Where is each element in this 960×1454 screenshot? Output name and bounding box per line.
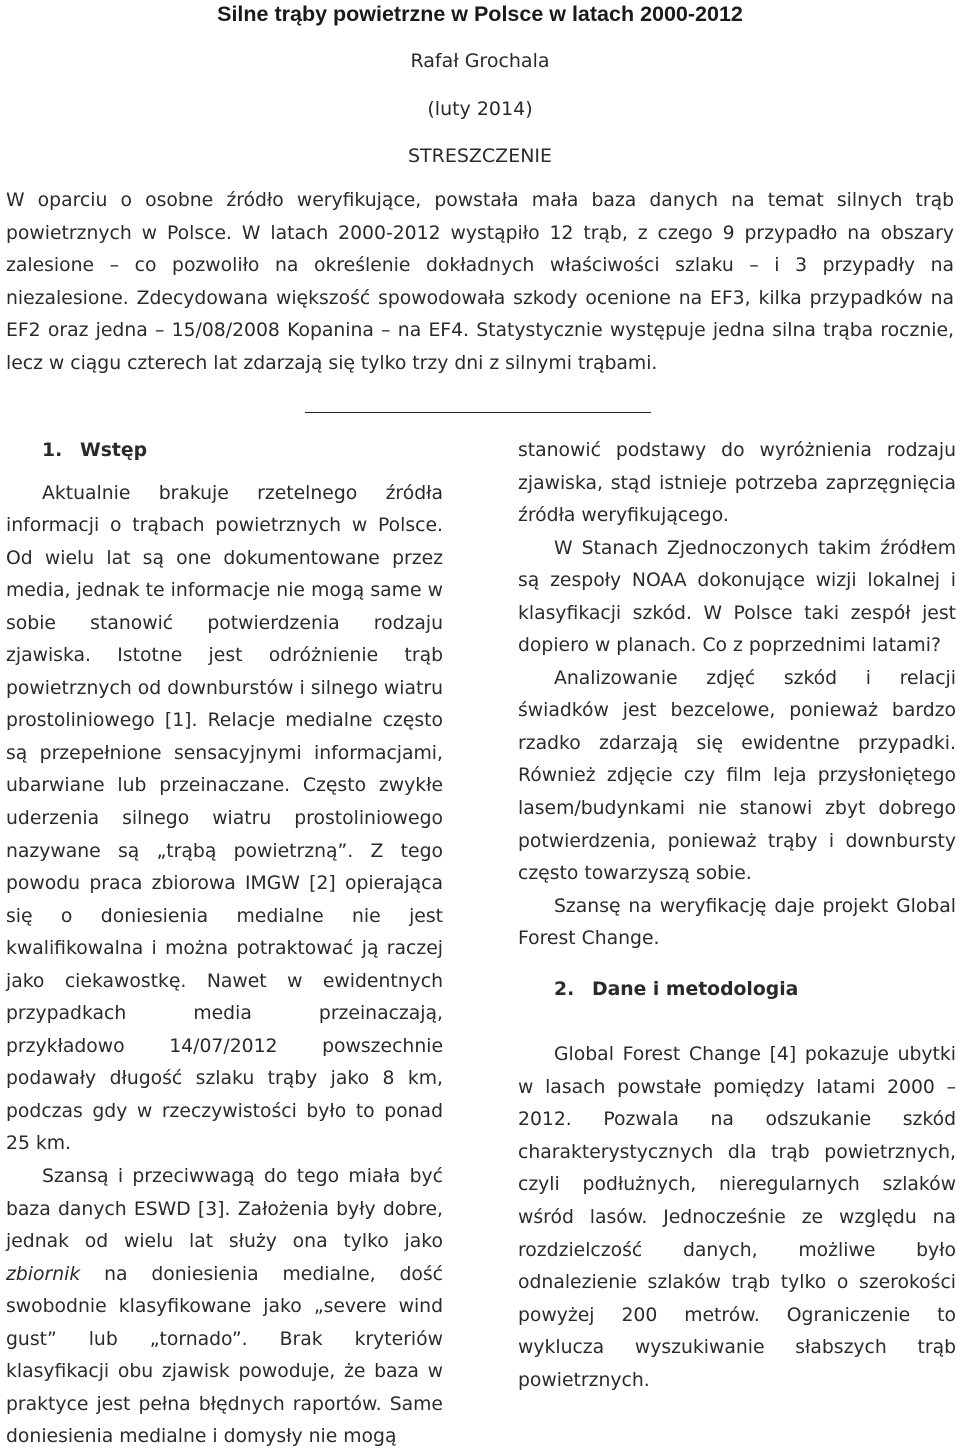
- intro-paragraph-1: Aktualnie brakuje rzetelnego źródła informacji o trąbach powietrznych w Polsce. Od wielu lat są one dokumentowane przez media, jednak te informacje nie mogą same w sobie stanowić potwierdzenia rodzaju zjawiska. Istotne jest odróżnienie trąb powietrznych od downburstów i silnego wiatru prostoliniowego [1]. Relacje medialne często są przepełnione sensacyjnymi informacjami, ubarwiane lub przeinaczane. Często zwykłe uderzenia silnego wiatru prostoliniowego nazywane są „trąbą powietrzną”. Z tego powodu praca zbiorowa IMGW [2] opierająca się o doniesienia medialne nie jest kwalifikowalna i można potraktować ją raczej jako ciekawostkę. Nawet w ewidentnych przypadkach media przeinaczają, przykładowo 14/07/2012 powszechnie podawały długość szlaku trąby jako 8 km, podczas gdy w rzeczywistości było to ponad 25 km.: [6, 482, 443, 1155]
- author: Rafał Grochala: [410, 50, 550, 72]
- right-paragraph-3: Analizowanie zdjęć szkód i relacji świadków jest bezcelowe, ponieważ bardzo rzadko zdarzają się ewidentne przypadki. Również zdjęcie czy film leja przysłoniętego lasem/budynkami nie stanowi zbyt dobrego potwierdzenia, ponieważ trąby i downbursty często towarzyszą sobie.: [518, 667, 956, 885]
- section-heading-intro: [6, 435, 443, 468]
- section-title: Dane i metodologia: [592, 978, 799, 1000]
- right-column: [518, 435, 956, 1397]
- right-paragraph-5: Global Forest Change [4] pokazuje ubytki w lasach powstałe pomiędzy latami 2000 – 2012. Pozwala na odszukanie szkód charakterystycznych dla trąb powietrznych, czyli podłużnych, nieregularnych szlaków wśród lasów. Jednocześnie ze względu na rozdzielczość danych, możliwe było odnalezienie szlaków trąb tylko o szerokości powyżej 200 metrów. Ograniczenie to wyklucza wyszukiwanie słabszych trąb powietrznych.: [518, 1044, 956, 1391]
- intro-paragraph-2: [6, 1161, 443, 1454]
- right-paragraph-4: Szansę na weryfikację daje projekt Global Forest Change.: [518, 895, 956, 950]
- abstract: [6, 185, 954, 381]
- separator-rule: [305, 412, 651, 413]
- abstract-heading: STRESZCZENIE: [407, 145, 553, 167]
- right-paragraph-2: W Stanach Zjednoczonych takim źródłem są zespoły NOAA dokonujące wizji lokalnej i klasyfikacji szkód. W Polsce taki zespół jest dopiero w planach. Co z poprzednimi latami?: [518, 537, 956, 657]
- section-number: 2.: [554, 978, 575, 1000]
- emphasis-text: zbiornik: [6, 1263, 81, 1285]
- right-paragraph-1: stanowić podstawy do wyróżnienia rodzaju zjawiska, stąd istnieje potrzeba zaprzęgnięcia źródła weryfikującego.: [518, 440, 956, 527]
- document-title: Silne trąby powietrzne w Polsce w latach 2000-2012: [217, 2, 743, 26]
- left-column: [6, 435, 443, 1454]
- paragraph-text: na doniesienia medialne, dość swobodnie klasyfikowane jako „severe wind gust” lub „tornado”. Brak kryteriów klasyfikacji obu zjawisk powoduje, że baza w praktyce jest pełna błędnych raportów. Same doniesienia medialne i domysły nie mogą: [6, 1263, 443, 1448]
- paragraph-text: Szansą i przeciwwagą do tego miała być baza danych ESWD [3]. Założenia były dobre, jednak od wielu lat służy ona tylko jako: [6, 1166, 443, 1253]
- section-heading-data: [518, 974, 956, 1007]
- date: (luty 2014): [427, 98, 533, 120]
- abstract-text: W oparciu o osobne źródło weryfikujące, powstała mała baza danych na temat silnych trąb powietrznych w Polsce. W latach 2000-2012 wystąpiło 12 trąb, z czego 9 przypadło na obszary zalesione – co pozwoliło na określenie dokładnych właściwości szlaku – i 3 przypadły na niezalesione. Zdecydowana większość spowodowała szkody ocenione na EF3, kilka przypadków na EF2 oraz jedna – 15/08/2008 Kopanina – na EF4. Statystycznie występuje jedna silna trąba rocznie, lecz w ciągu czterech lat zdarzają się tylko trzy dni z silnymi trąbami.: [6, 190, 954, 374]
- section-number: 1.: [42, 440, 63, 461]
- section-title: Wstęp: [80, 440, 148, 461]
